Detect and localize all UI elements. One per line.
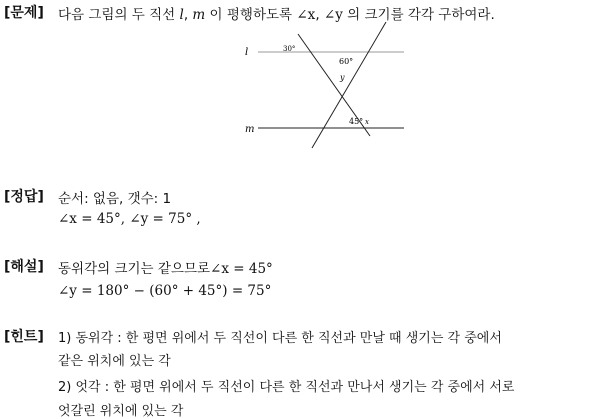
problem-label: [문제]	[4, 5, 44, 21]
answer-label: [정답]	[4, 189, 44, 205]
parallel-lines-figure	[236, 18, 416, 153]
solution-label: [해설]	[4, 259, 44, 275]
hint-line-1: 1) 동위각 : 한 평면 위에서 두 직선이 다른 한 직선과 만날 때 생기는 각 중에서	[58, 331, 502, 346]
angle-x-label: x	[365, 118, 369, 126]
hint-label: [힌트]	[4, 329, 44, 345]
solution-line-1-text: 동위각의 크기는 같으므로	[58, 261, 211, 277]
line-l-label: l	[245, 47, 249, 58]
angle-x-symbol: ∠x	[296, 7, 316, 23]
solution-line-1	[58, 257, 273, 277]
problem-text: 다음 그림의 두 직선 l, m 이 평행하도록 ∠x, ∠y 의 크기를 각각 구하여라.	[58, 7, 495, 23]
angle-30-label: 30°	[283, 45, 296, 53]
solution-line-1-math: ∠x = 45°	[210, 261, 273, 277]
answer-line-2: ∠x = 45°, ∠y = 75° ,	[58, 211, 201, 227]
problem-text-after: 의 크기를 각각 구하여라.	[347, 7, 495, 23]
problem-sep: ,	[183, 7, 189, 23]
angle-y-symbol: ∠y	[323, 7, 343, 23]
angle-45-label: 45°	[349, 117, 364, 126]
line-l-symbol: l	[179, 7, 184, 23]
hint-line-4: 엇갈린 위치에 있는 각	[58, 404, 184, 419]
answer-line-1: 순서: 없음, 갯수: 1	[58, 191, 172, 207]
hint-line-3: 2) 엇각 : 한 평면 위에서 두 직선이 다른 한 직선과 만나서 생기는 각 중에서 서로	[58, 380, 515, 395]
transversal-1	[312, 22, 386, 148]
line-m-symbol: m	[192, 7, 206, 23]
problem-text-middle: 이 평행하도록	[209, 7, 293, 23]
solution-line-2: ∠y = 180° − (60° + 45°) = 75°	[58, 283, 272, 299]
line-m-label: m	[245, 124, 255, 135]
problem-text-before: 다음 그림의 두 직선	[58, 7, 176, 23]
angle-60-label: 60°	[339, 57, 354, 66]
angle-y-label: y	[340, 73, 345, 82]
hint-line-2: 같은 위치에 있는 각	[58, 354, 171, 369]
